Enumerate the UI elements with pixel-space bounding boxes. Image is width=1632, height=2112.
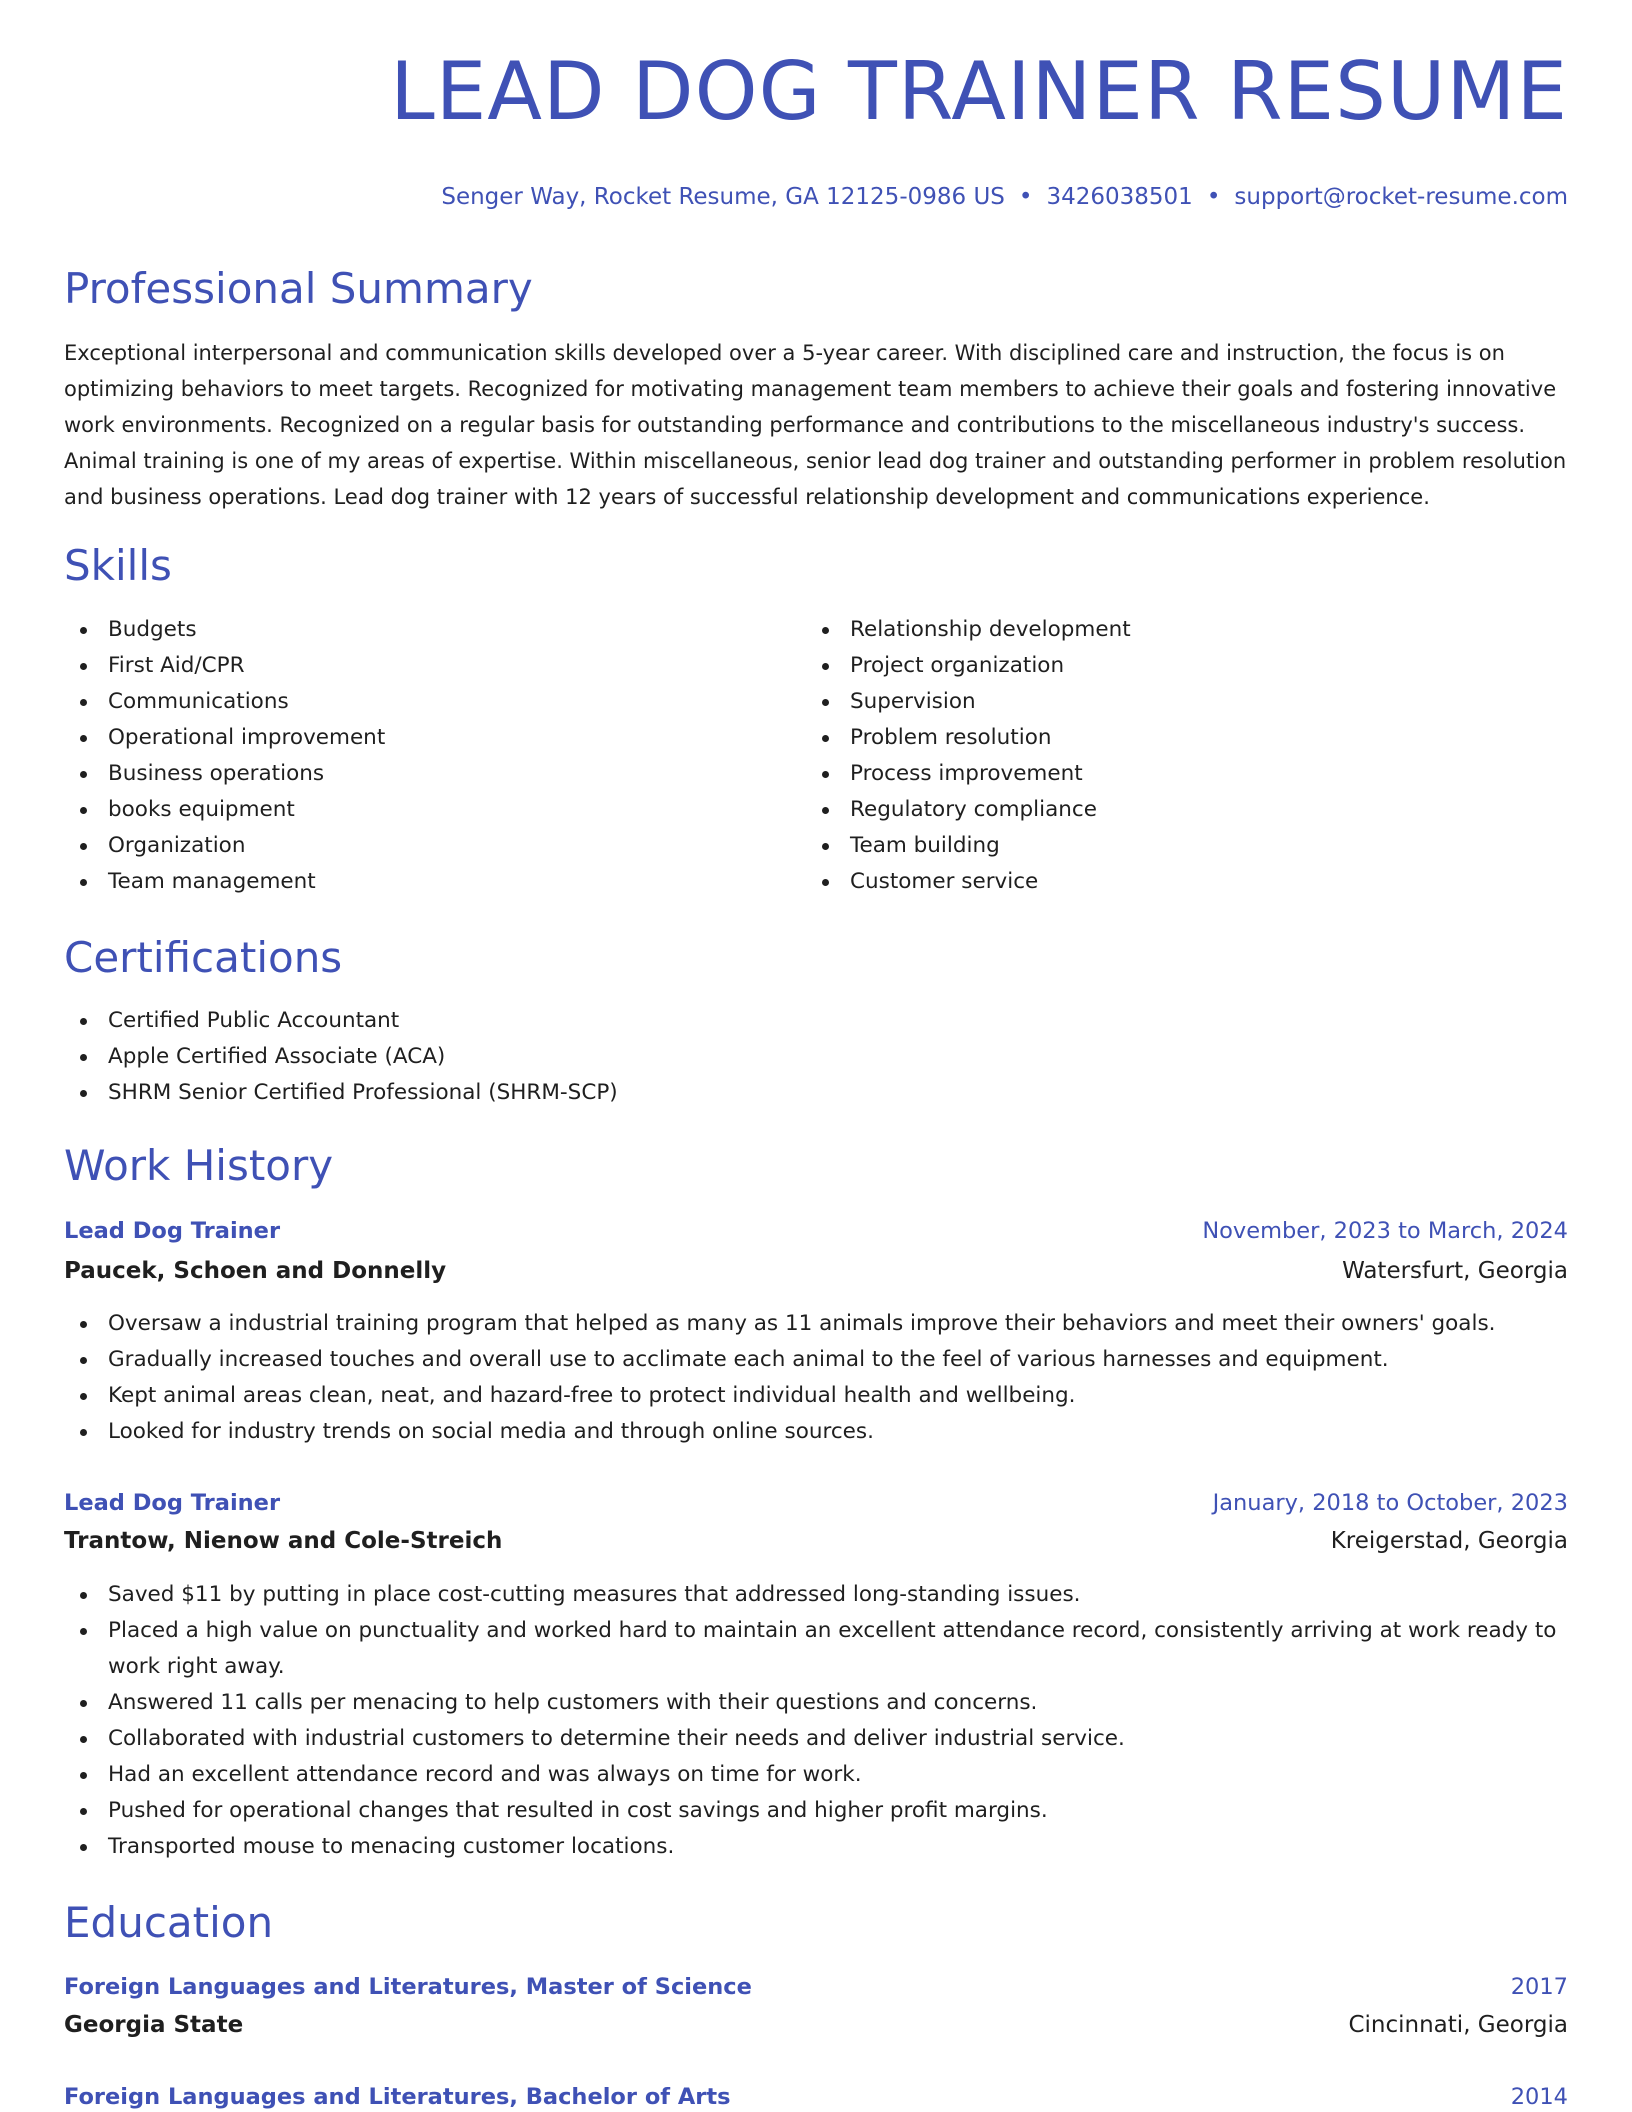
education-heading: Education [64, 1898, 274, 1947]
job-location: Kreigerstad, Georgia [1330, 1528, 1568, 1554]
skill-item: Process improvement [806, 756, 1566, 792]
job-title: Lead Dog Trainer [64, 1490, 281, 1516]
education-location: Cincinnati, Georgia [1348, 2012, 1568, 2038]
skill-item: books equipment [64, 792, 764, 828]
skill-item: Project organization [806, 648, 1566, 684]
skill-item: Supervision [806, 684, 1566, 720]
skills-heading: Skills [64, 541, 172, 590]
education-degree: Foreign Languages and Literatures, Master of Science [64, 1974, 752, 2000]
certification-item: Certified Public Accountant [64, 1003, 1568, 1039]
contact-line [441, 182, 1568, 212]
education-degree: Foreign Languages and Literatures, Bachelor of Arts [64, 2084, 731, 2110]
job-bullet: Oversaw a industrial training program that helped as many as 11 animals improve their behaviors and meet their owners' goals. [64, 1306, 1568, 1342]
job-bullet: Pushed for operational changes that resulted in cost savings and higher profit margins. [64, 1793, 1568, 1829]
skill-item: Organization [64, 828, 764, 864]
skill-item: Team management [64, 864, 764, 900]
skill-item: Problem resolution [806, 720, 1566, 756]
job-bullet: Saved $11 by putting in place cost-cutting measures that addressed long-standing issues. [64, 1577, 1568, 1613]
certifications-list [64, 1003, 1568, 1111]
certification-item: Apple Certified Associate (ACA) [64, 1039, 1568, 1075]
skill-item: Business operations [64, 756, 764, 792]
education-school: Georgia State [64, 2012, 244, 2038]
education-year: 2014 [1510, 2084, 1568, 2110]
work-history-heading: Work History [64, 1141, 334, 1190]
job-bullets [64, 1577, 1568, 1865]
resume-title: LEAD DOG TRAINER RESUME [390, 45, 1568, 138]
certifications-heading: Certifications [64, 933, 343, 982]
job-dates: January, 2018 to October, 2023 [1212, 1490, 1568, 1516]
job-dates: November, 2023 to March, 2024 [1202, 1218, 1568, 1244]
job-company: Paucek, Schoen and Donnelly [64, 1258, 447, 1284]
skill-item: Operational improvement [64, 720, 764, 756]
job-bullet: Had an excellent attendance record and was always on time for work. [64, 1757, 1568, 1793]
job-bullet: Transported mouse to menacing customer locations. [64, 1829, 1568, 1865]
skill-item: Relationship development [806, 612, 1566, 648]
contact-separator: • [1206, 184, 1221, 210]
skill-item: First Aid/CPR [64, 648, 764, 684]
job-title: Lead Dog Trainer [64, 1218, 281, 1244]
summary-heading: Professional Summary [64, 264, 533, 313]
skills-list-right [806, 612, 1566, 900]
job-bullet: Answered 11 calls per menacing to help customers with their questions and concerns. [64, 1685, 1568, 1721]
skill-item: Communications [64, 684, 764, 720]
certification-item: SHRM Senior Certified Professional (SHRM-SCP) [64, 1075, 1568, 1111]
job-bullet: Gradually increased touches and overall use to acclimate each animal to the feel of various harnesses and equipment. [64, 1342, 1568, 1378]
contact-address: Senger Way, Rocket Resume, GA 12125-0986 US [441, 184, 1005, 210]
contact-separator: • [1018, 184, 1033, 210]
skills-list-left [64, 612, 764, 900]
job-bullet: Collaborated with industrial customers to determine their needs and deliver industrial service. [64, 1721, 1568, 1757]
job-bullet: Placed a high value on punctuality and worked hard to maintain an excellent attendance record, consistently arriving at work ready to work right away. [64, 1613, 1568, 1685]
skill-item: Budgets [64, 612, 764, 648]
summary-text: Exceptional interpersonal and communication skills developed over a 5-year career. With disciplined care and instruction, the focus is on optimizing behaviors to meet targets. Recognized for motivating management team members to achieve their goals and fostering innovative work environments. Recognized on a regular basis for outstanding performance and contributions to the miscellaneous industry's success. Animal training is one of my areas of expertise. Within miscellaneous, senior lead dog trainer and outstanding performer in problem resolution and business operations. Lead dog trainer with 12 years of successful relationship development and communications experience. [64, 341, 1567, 509]
job-bullet: Looked for industry trends on social media and through online sources. [64, 1414, 1568, 1450]
job-bullets [64, 1306, 1568, 1450]
skill-item: Regulatory compliance [806, 792, 1566, 828]
job-company: Trantow, Nienow and Cole-Streich [64, 1528, 503, 1554]
skill-item: Customer service [806, 864, 1566, 900]
contact-phone: 3426038501 [1046, 184, 1193, 210]
education-year: 2017 [1510, 1974, 1568, 2000]
contact-email[interactable]: support@rocket-resume.com [1234, 184, 1568, 210]
job-bullet: Kept animal areas clean, neat, and hazard-free to protect individual health and wellbeing. [64, 1378, 1568, 1414]
job-location: Watersfurt, Georgia [1342, 1258, 1568, 1284]
skill-item: Team building [806, 828, 1566, 864]
